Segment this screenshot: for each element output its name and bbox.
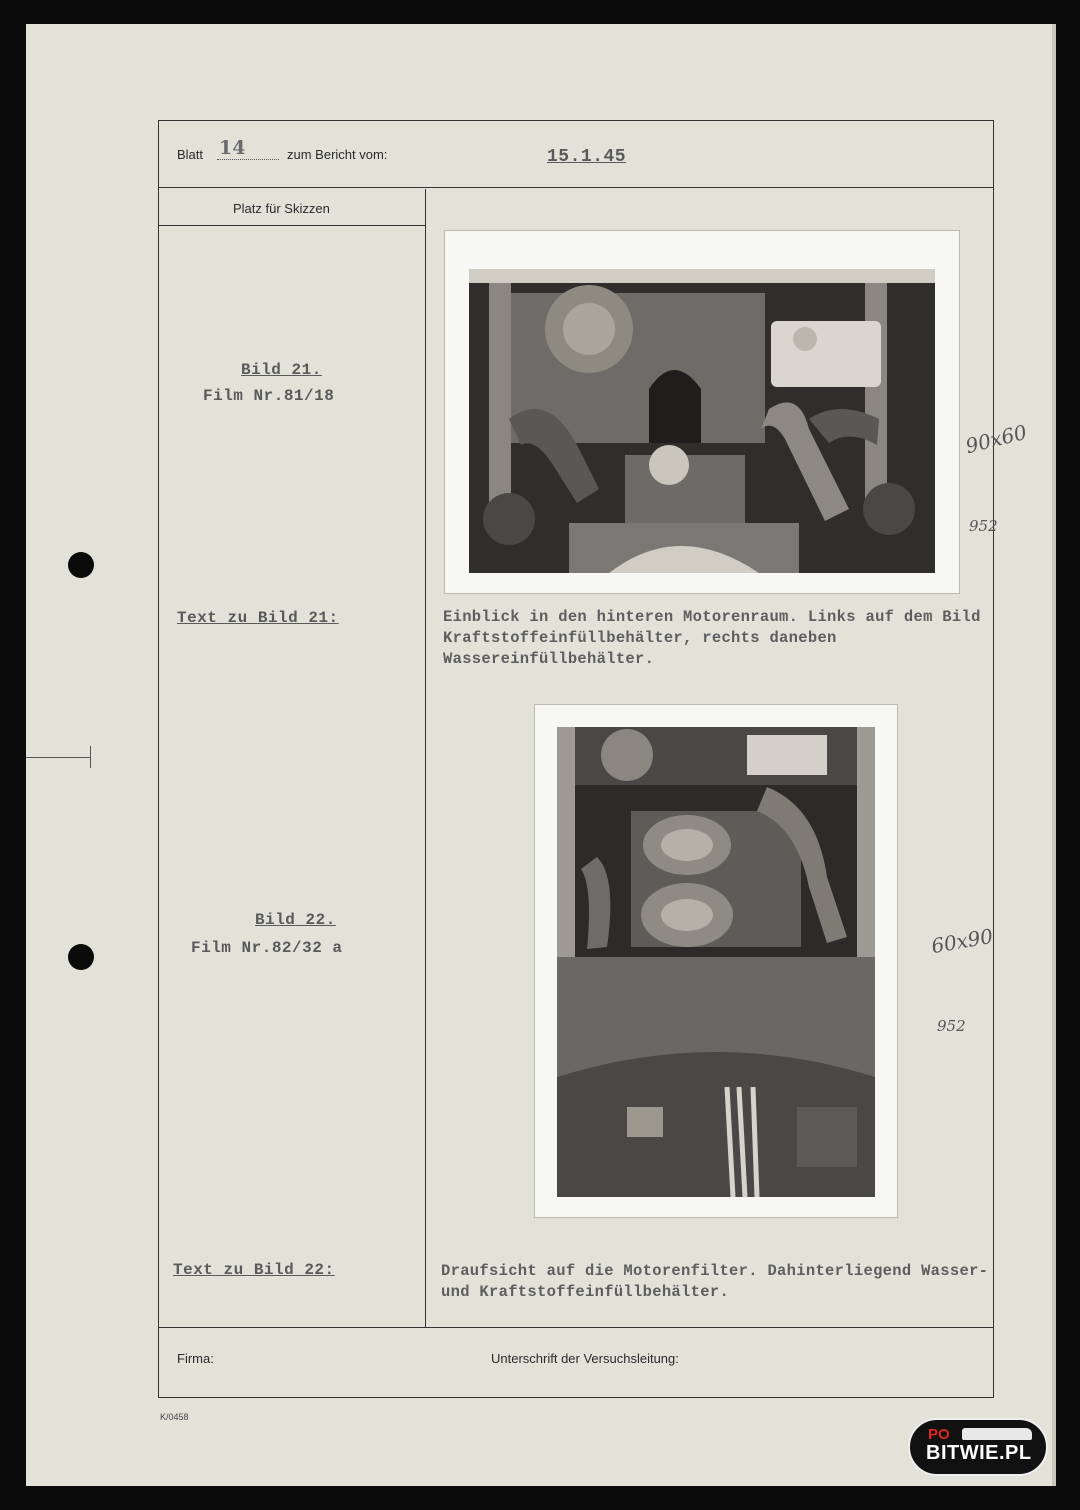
report-form <box>158 120 1030 1398</box>
handwritten-size-22: 60x90 <box>929 923 995 959</box>
photo-frame-bild-21 <box>445 231 959 593</box>
engine-bay-image-21 <box>469 269 935 573</box>
footer-divider <box>159 1327 993 1328</box>
watermark-bottom-text: BITWIE.PL <box>926 1442 1032 1464</box>
blatt-dotline <box>217 159 279 160</box>
engine-bay-image-22 <box>557 727 875 1197</box>
document-sheet <box>26 24 1056 1486</box>
watermark-top-text: PO <box>928 1426 950 1443</box>
punch-hole-bottom <box>68 944 94 970</box>
fold-mark-tick <box>90 746 91 768</box>
sketch-column-title: Platz für Skizzen <box>233 201 330 216</box>
photo-frame-bild-22 <box>535 705 897 1217</box>
sketch-title-divider <box>159 225 425 226</box>
paper-edge <box>1052 24 1056 1486</box>
form-code: K/0458 <box>160 1412 189 1422</box>
header-divider <box>159 187 993 188</box>
report-label: zum Bericht vom: <box>287 147 388 162</box>
firma-label: Firma: <box>177 1351 214 1366</box>
signature-label: Unterschrift der Versuchsleitung: <box>491 1351 679 1366</box>
blatt-number: 14 <box>219 137 246 159</box>
caption-bild-22: Draufsicht auf die Motorenfilter. Dahinterliegend Wasser- und Kraftstoffeinfüllbehälter. <box>441 1262 989 1301</box>
report-date: 15.1.45 <box>547 147 627 167</box>
handwritten-code-22: 952 <box>937 1017 966 1035</box>
punch-hole-top <box>68 552 94 578</box>
handwritten-code-21: 952 <box>969 517 998 535</box>
column-divider <box>425 189 426 1327</box>
tank-silhouette-icon <box>962 1428 1032 1440</box>
film-22-label: Film Nr.82/32 a <box>191 939 343 957</box>
photo-bild-21 <box>469 269 935 573</box>
fold-mark <box>26 757 90 758</box>
bild-22-label: Bild 22. <box>255 911 336 929</box>
watermark-logo <box>908 1418 1048 1476</box>
handwritten-size-21: 90x60 <box>963 419 1030 459</box>
text-22-label: Text zu Bild 22: <box>173 1261 335 1279</box>
bild-21-label: Bild 21. <box>241 361 322 379</box>
blatt-label: Blatt <box>177 147 204 162</box>
film-21-label: Film Nr.81/18 <box>203 387 335 405</box>
text-21-label: Text zu Bild 21: <box>177 609 339 627</box>
photo-bild-22 <box>557 727 875 1197</box>
caption-bild-21: Einblick in den hinteren Motorenraum. Links auf dem Bild Kraftstoffeinfüllbehälter, rechts daneben Wassereinfüllbehälter. <box>443 608 981 668</box>
